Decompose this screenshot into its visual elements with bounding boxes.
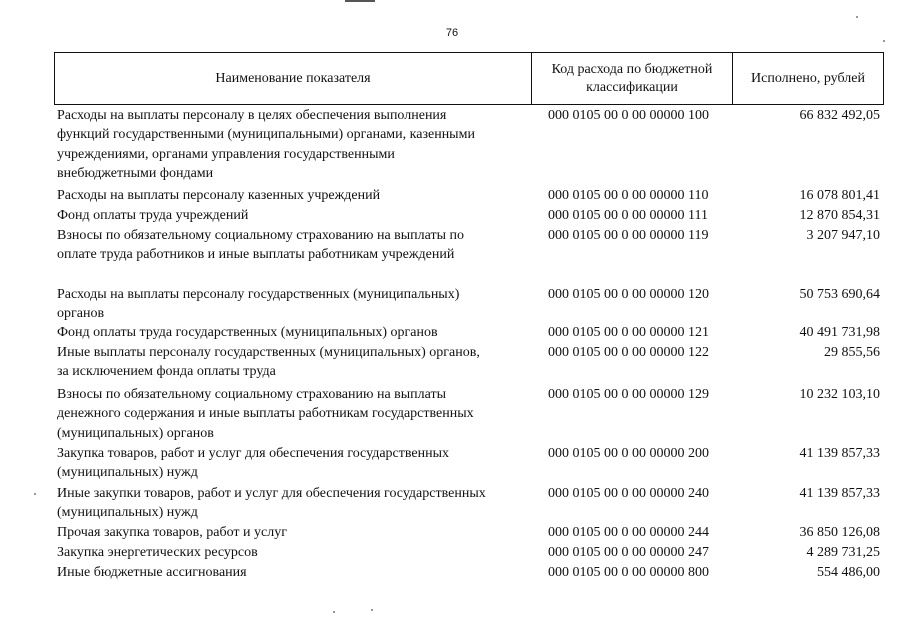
row-amount: 41 139 857,33 [799,486,880,501]
row-code: 000 0105 00 0 00 00000 122 [548,345,709,360]
row-amount: 16 078 801,41 [799,188,880,203]
row-amount: 10 232 103,10 [799,387,880,402]
row-code: 000 0105 00 0 00 00000 247 [548,545,709,560]
row-name: Взносы по обязательному социальному страхованию на выплаты по оплате труда работников и иные выплаты работникам учреждений [57,228,465,263]
row-amount: 554 486,00 [817,565,880,580]
row-amount: 66 832 492,05 [799,108,880,123]
row-code: 000 0105 00 0 00 00000 111 [548,208,708,223]
row-code: 000 0105 00 0 00 00000 200 [548,446,709,461]
table-header [54,52,884,105]
row-amount: 3 207 947,10 [806,228,880,243]
row-amount: 4 289 731,25 [806,545,880,560]
scan-speck [371,609,373,611]
row-name: Расходы на выплаты персоналу в целях обеспечения выполнения функций государственными (муниципальными) органами, казенными учреждениями, органами управления государственными внебюджетными фондами [57,108,475,181]
row-name: Фонд оплаты труда государственных (муниципальных) органов [57,325,438,340]
row-name: Закупка энергетических ресурсов [57,545,258,560]
page-number: 76 [445,27,459,39]
row-amount: 41 139 857,33 [799,446,880,461]
scan-speck [333,611,335,613]
row-code: 000 0105 00 0 00 00000 800 [548,565,709,580]
row-amount: 12 870 854,31 [799,208,880,223]
row-code: 000 0105 00 0 00 00000 119 [548,228,709,243]
column-header-name: Наименование показателя [55,53,532,104]
row-name: Иные выплаты персоналу государственных (муниципальных) органов, за исключением фонда оплаты труда [57,345,480,380]
row-code: 000 0105 00 0 00 00000 129 [548,387,709,402]
scan-speck [34,493,36,495]
row-name: Закупка товаров, работ и услуг для обеспечения государственных (муниципальных) нужд [57,446,450,481]
row-code: 000 0105 00 0 00 00000 120 [548,287,709,302]
row-code: 000 0105 00 0 00 00000 244 [548,525,709,540]
row-code: 000 0105 00 0 00 00000 100 [548,108,709,123]
scan-speck [856,16,858,18]
row-amount: 40 491 731,98 [799,325,880,340]
row-name: Расходы на выплаты персоналу государственных (муниципальных) органов [57,287,460,322]
scan-edge-mark [345,0,375,2]
row-code: 000 0105 00 0 00 00000 121 [548,325,709,340]
row-name: Расходы на выплаты персоналу казенных учреждений [57,188,381,203]
row-name: Прочая закупка товаров, работ и услуг [57,525,287,540]
row-name: Взносы по обязательному социальному страхованию на выплаты денежного содержания и иные выплаты работникам государственных (муниципальных) органов [57,387,474,441]
column-header-amount: Исполнено, рублей [751,70,865,86]
row-amount: 29 855,56 [824,345,880,360]
row-name: Иные бюджетные ассигнования [57,565,247,580]
row-name: Фонд оплаты труда учреждений [57,208,249,223]
row-amount: 50 753 690,64 [799,287,880,302]
scan-speck [883,40,885,42]
row-code: 000 0105 00 0 00 00000 240 [548,486,709,501]
column-header-code: Код расхода по бюджетной классификации [532,53,733,104]
row-code: 000 0105 00 0 00 00000 110 [548,188,709,203]
row-name: Иные закупки товаров, работ и услуг для обеспечения государственных (муниципальных) нужд [57,486,486,521]
row-amount: 36 850 126,08 [799,525,880,540]
